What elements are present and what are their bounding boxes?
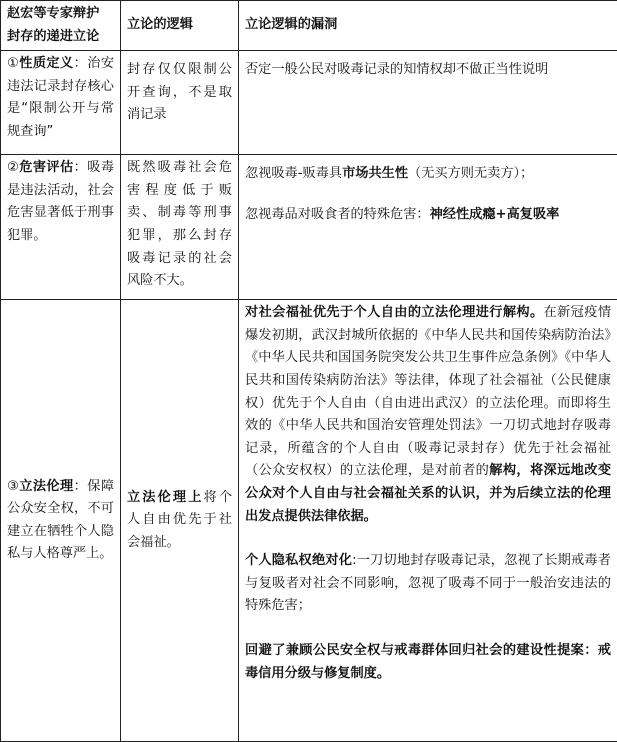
row3-loophole-cell xyxy=(239,300,617,742)
header-cell-logic: 立论的逻辑 xyxy=(121,1,239,51)
row2-loophole-p1-bold: 市场共生性 xyxy=(342,166,408,181)
paragraph-spacer xyxy=(245,618,611,640)
row2-number: ② xyxy=(7,160,19,175)
row1-number: ① xyxy=(7,56,19,71)
table-row xyxy=(1,51,617,155)
row3-loophole-p3-bold: 回避了兼顾公民安全权与戒毒群体回归社会的建设性提案：戒毒信用分级与修复制度。 xyxy=(245,643,611,681)
row1-logic-cell: 封存仅仅限制公开查询，不是取消记录 xyxy=(121,51,239,155)
row2-loophole-para1 xyxy=(245,163,611,186)
row3-loophole-p1-bold: 对社会福祉优先于个人自由的立法伦理进行解构。 xyxy=(245,305,544,320)
row2-argument-text: ：吸毒是违法活动，社会危害显著低于刑事犯罪。 xyxy=(7,160,114,243)
paragraph-spacer xyxy=(245,528,611,550)
row3-logic-bold: 立法伦理上 xyxy=(127,490,204,505)
row1-argument-cell xyxy=(1,51,121,155)
row2-logic-cell: 既然吸毒社会危害程度低于贩卖、制毒等刑事犯罪，那么封存吸毒记录的社会风险不大。 xyxy=(121,155,239,300)
row3-loophole-para3 xyxy=(245,640,611,685)
row2-loophole-p1-post: （无买方则无卖方）； xyxy=(408,166,533,181)
row2-loophole-cell xyxy=(239,155,617,300)
row3-argument-title: 立法伦理 xyxy=(19,479,73,494)
row1-argument-text: ：治安违法记录封存核心是“限制公开与常规查询” xyxy=(7,56,114,139)
row2-argument-title: 危害评估 xyxy=(19,160,73,175)
row2-loophole-p2-text: 忽视毒品对吸食者的特殊危害： xyxy=(245,207,430,222)
row3-loophole-p2-bold: 个人隐私权绝对化 xyxy=(245,553,352,568)
table-row xyxy=(1,300,617,742)
row1-loophole-cell: 否定一般公民对吸毒记录的知情权却不做正当性说明 xyxy=(239,51,617,155)
table-header-row xyxy=(1,1,617,51)
row2-argument-cell xyxy=(1,155,121,300)
row3-loophole-p1-text: 在新冠疫情爆发初期，武汉封城所依据的《中华人民共和国传染病防治法》《中华人民共和国国务院突发公共卫生事件应急条例》《中华人民共和国传染病防治法》等法律，体现了社会福祉（公民健康权）优先于个人自由（自由进出武汉）的立法伦理。而即将生效的《中华人民共和国治安管理处罚法》一刀切式地封存吸毒记录，所蕴含的个人自由（吸毒记录封存）优先于社会福祉（公众安权权）的立法伦理，是对前者的 xyxy=(245,305,611,478)
row1-argument-title: 性质定义 xyxy=(19,56,73,71)
header-cell-arguments xyxy=(1,1,121,51)
row3-argument-cell xyxy=(1,300,121,742)
row2-loophole-p2-bold: 神经性成瘾+高复吸率 xyxy=(430,207,560,222)
header-arguments-line1: 赵宏等专家辩护 xyxy=(7,6,99,21)
row3-logic-cell xyxy=(121,300,239,742)
row3-logic-text: 将个人自由优先于社会福祉。 xyxy=(127,490,232,550)
header-cell-loopholes: 立论逻辑的漏洞 xyxy=(239,1,617,51)
row3-number: ③ xyxy=(7,479,19,494)
paragraph-spacer xyxy=(245,186,611,204)
row3-loophole-p2-text: :一刀切地封存吸毒记录，忽视了长期戒毒者与复吸者对社会不同影响，忽视了吸毒不同于一般治安违法的特殊危害； xyxy=(245,553,611,613)
table-row xyxy=(1,155,617,300)
row2-loophole-p1-text: 忽视吸毒-贩毒具 xyxy=(245,166,342,181)
row3-loophole-p1-bold2: 解构，将深远地改变公众对个人自由与社会福祉关系的认识，并为后续立法的伦理出发点提供法律依据。 xyxy=(245,463,611,523)
row3-argument-text: ：保障公众安全权，不可建立在牺牲个人隐私与人格尊严上。 xyxy=(7,479,114,562)
header-arguments-line2: 封存的递进立论 xyxy=(7,29,99,44)
row3-loophole-para1 xyxy=(245,302,611,528)
row3-loophole-para2 xyxy=(245,550,611,618)
row2-loophole-para2 xyxy=(245,204,611,227)
